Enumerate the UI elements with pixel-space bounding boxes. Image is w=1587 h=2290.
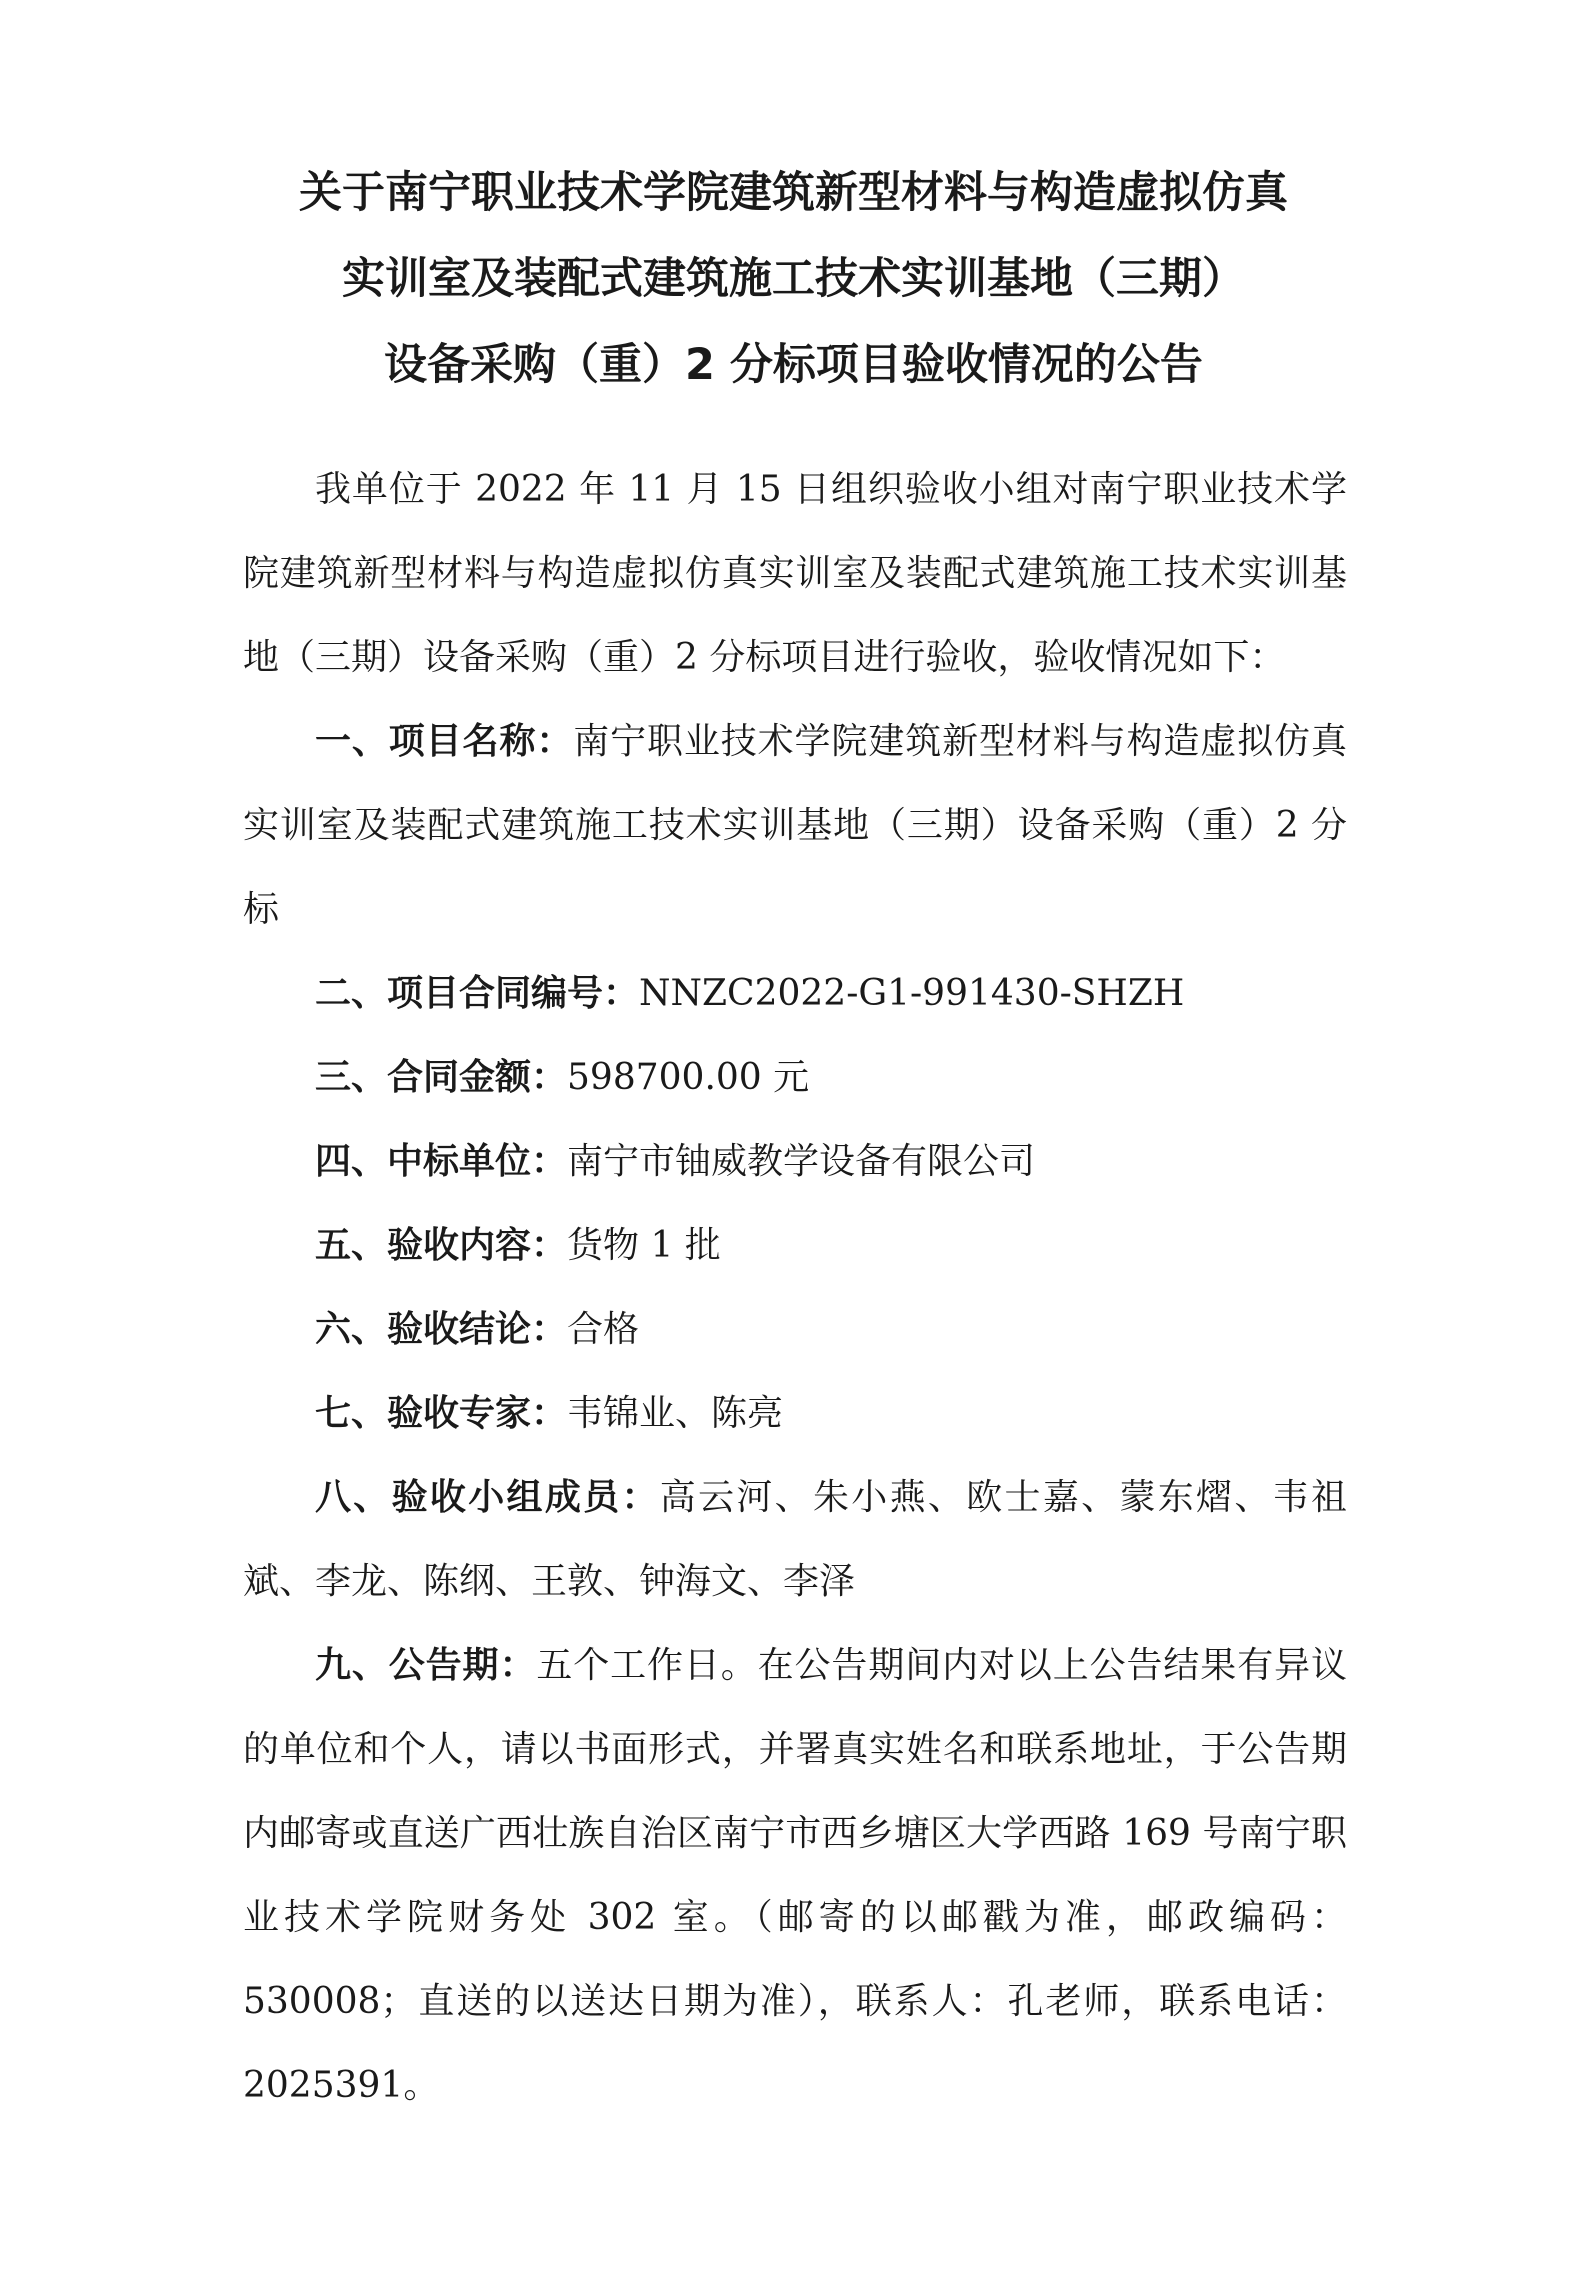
title-line-2: 实训室及装配式建筑施工技术实训基地（三期） [342, 254, 1245, 304]
document-title [200, 150, 1387, 408]
item-acceptance-content [243, 1204, 1347, 1288]
item-value: 南宁职业技术学院建筑新型材料与构造虚拟仿真实训室及装配式建筑施工技术实训基地（三期）设备采购（重）2 分标 [243, 721, 1347, 930]
item-acceptance-experts [243, 1372, 1347, 1456]
item-label: 五、验收内容： [315, 1225, 568, 1266]
item-label: 八、验收小组成员： [315, 1477, 660, 1518]
item-value: 韦锦业、陈亮 [567, 1393, 784, 1434]
intro-paragraph: 我单位于 2022 年 11 月 15 日组织验收小组对南宁职业技术学院建筑新型材料与构造虚拟仿真实训室及装配式建筑施工技术实训基地（三期）设备采购（重）2 分标项目进行验收，验收情况如下： [243, 469, 1347, 678]
item-contract-amount [243, 1036, 1347, 1120]
item-label: 六、验收结论： [315, 1309, 568, 1350]
item-value: 货物 1 批 [567, 1225, 721, 1266]
title-line-1: 关于南宁职业技术学院建筑新型材料与构造虚拟仿真 [299, 168, 1288, 218]
item-contract-number [243, 952, 1347, 1036]
item-value: NNZC2022-G1-991430-SHZH [639, 973, 1185, 1014]
item-label: 四、中标单位： [315, 1141, 568, 1182]
item-announcement-period [243, 1624, 1347, 2128]
item-label: 九、公告期： [315, 1645, 537, 1686]
item-winning-bidder [243, 1120, 1347, 1204]
title-line-3: 设备采购（重）2 分标项目验收情况的公告 [384, 340, 1203, 390]
item-value: 598700.00 元 [567, 1057, 810, 1098]
item-value: 合格 [567, 1309, 640, 1350]
document-body [243, 448, 1347, 2128]
item-label: 七、验收专家： [315, 1393, 568, 1434]
item-label: 二、项目合同编号： [315, 973, 640, 1014]
item-acceptance-members [243, 1456, 1347, 1624]
item-value: 五个工作日。在公告期间内对以上公告结果有异议的单位和个人，请以书面形式，并署真实姓名和联系地址，于公告期内邮寄或直送广西壮族自治区南宁市西乡塘区大学西路 169 号南宁职业技术学院财务处 302 室。（邮寄的以邮戳为准，邮政编码：530008；直送的以送达日期为准），联系人：孔老师，联系电话：2025391。 [243, 1645, 1347, 2106]
item-value: 南宁市铀威教学设备有限公司 [567, 1141, 1036, 1182]
item-value: 高云河、朱小燕、欧士嘉、蒙东熠、韦祖斌、李龙、陈纲、王敦、钟海文、李泽 [243, 1477, 1347, 1602]
item-label: 一、项目名称： [315, 721, 574, 762]
item-acceptance-conclusion [243, 1288, 1347, 1372]
item-project-name [243, 700, 1347, 952]
item-label: 三、合同金额： [315, 1057, 568, 1098]
